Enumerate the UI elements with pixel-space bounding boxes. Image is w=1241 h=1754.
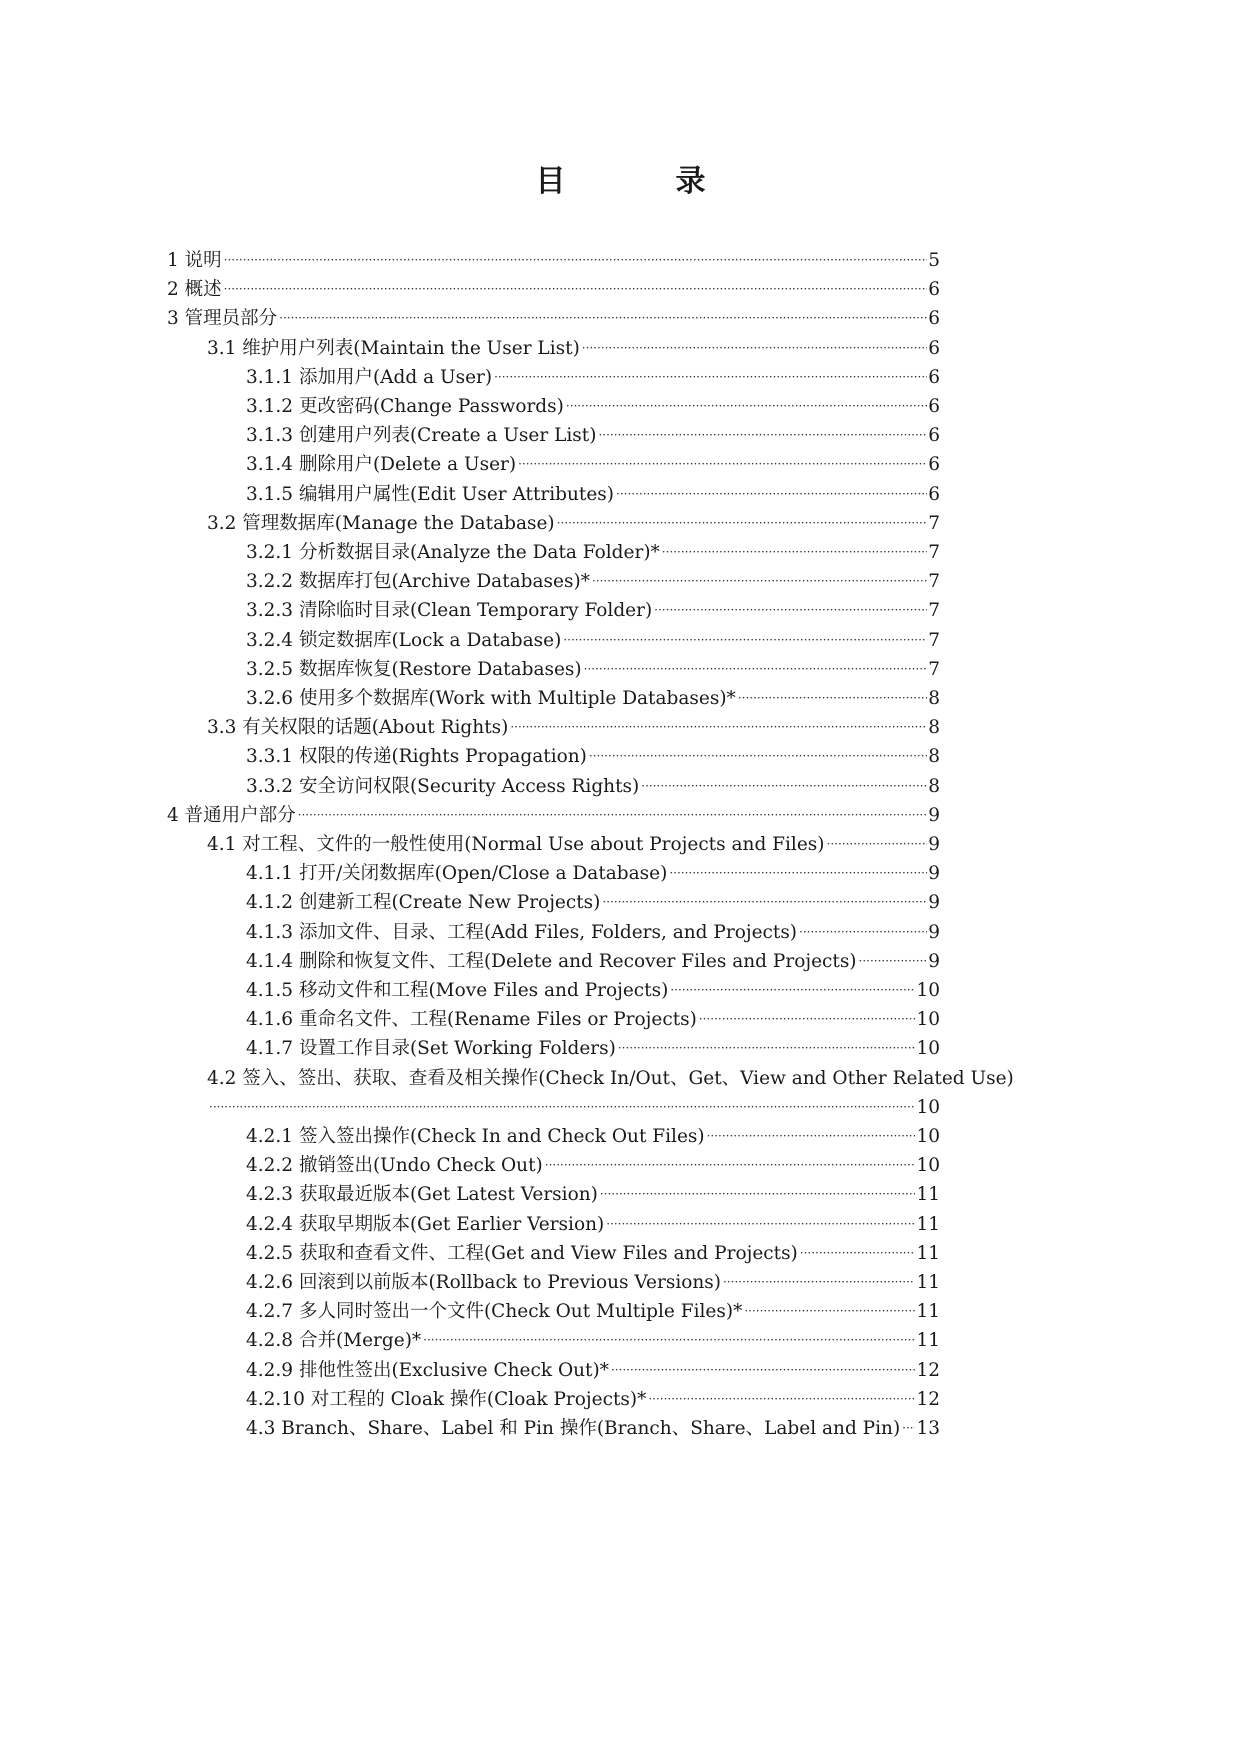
toc-entry[interactable] xyxy=(246,1297,940,1327)
dot-leader xyxy=(611,1355,916,1385)
toc-page-number: 6 xyxy=(928,425,940,447)
toc-page-number: 11 xyxy=(916,1242,940,1264)
toc-entry-label: 2 概述 xyxy=(167,279,222,301)
toc-page-number: 10 xyxy=(916,1096,940,1118)
toc-entry-label: 1 说明 xyxy=(167,250,222,271)
toc-page-number: 5 xyxy=(928,250,940,271)
toc-entry[interactable] xyxy=(246,450,940,480)
toc-entry-label: 4.1.6 重命名文件、工程(Rename Files or Projects) xyxy=(246,1009,697,1031)
toc-page-number: 7 xyxy=(928,571,940,593)
toc-entry-label: 3.2.6 使用多个数据库(Work with Multiple Databases)* xyxy=(246,688,736,709)
toc-entry-label: 3.1 维护用户列表(Maintain the User List) xyxy=(207,337,580,359)
toc-page-number: 11 xyxy=(916,1301,940,1323)
toc-entry-label: 4.2.8 合并(Merge)* xyxy=(246,1330,422,1352)
toc-entry[interactable] xyxy=(246,1034,940,1064)
dot-leader xyxy=(510,712,927,742)
toc-page-number: 7 xyxy=(928,600,940,622)
dot-leader xyxy=(592,566,927,596)
dot-leader xyxy=(563,625,927,655)
toc-page-number: 7 xyxy=(928,658,940,680)
toc-entry[interactable] xyxy=(246,684,940,714)
dot-leader xyxy=(518,449,927,479)
toc-entry[interactable] xyxy=(246,392,940,422)
toc-page-number: 11 xyxy=(916,1184,940,1206)
dot-leader xyxy=(545,1150,916,1180)
dot-leader xyxy=(699,1004,916,1034)
dot-leader xyxy=(799,917,927,947)
toc-page-number: 9 xyxy=(928,921,940,943)
dot-leader xyxy=(669,858,927,888)
dot-leader xyxy=(641,771,927,801)
toc-entry[interactable] xyxy=(246,888,940,918)
toc-entry-label: 4.1.5 移动文件和工程(Move Files and Projects) xyxy=(246,980,669,1001)
toc-entry[interactable] xyxy=(246,596,940,626)
toc-entry-label: 4.2.1 签入签出操作(Check In and Check Out Files) xyxy=(246,1126,705,1147)
toc-entry-label: 3.2.2 数据库打包(Archive Databases)* xyxy=(246,571,590,593)
toc-entry-label: 4.2.7 多人同时签出一个文件(Check Out Multiple Files)* xyxy=(246,1301,743,1323)
toc-page-number: 9 xyxy=(928,804,940,826)
toc-entry-label: 3 管理员部分 xyxy=(167,308,278,330)
toc-entry-label: 3.2.4 锁定数据库(Lock a Database) xyxy=(246,629,562,651)
toc-entry-label: 3.2.3 清除临时目录(Clean Temporary Folder) xyxy=(246,600,653,622)
toc-page-number: 11 xyxy=(916,1330,940,1352)
toc-entry[interactable] xyxy=(246,772,940,802)
toc-entry[interactable] xyxy=(246,421,940,451)
toc-page-number: 8 xyxy=(928,746,940,768)
dot-leader xyxy=(654,595,927,625)
toc-page-number: 11 xyxy=(916,1272,940,1293)
toc-entry-label: 4.1.3 添加文件、目录、工程(Add Files, Folders, and Projects) xyxy=(246,921,798,943)
toc-entry[interactable] xyxy=(246,918,940,948)
toc-page-number: 13 xyxy=(916,1418,940,1439)
toc-page-number: 6 xyxy=(928,396,940,417)
toc-page-number: 12 xyxy=(916,1359,940,1381)
toc-entry[interactable] xyxy=(167,275,940,305)
toc-page-number: 9 xyxy=(928,834,940,855)
dot-leader xyxy=(589,741,927,771)
toc-page-number: 10 xyxy=(916,1038,940,1060)
dot-leader xyxy=(827,829,928,859)
dot-leader xyxy=(738,683,927,713)
toc-page-number: 6 xyxy=(928,337,940,359)
toc-entry[interactable] xyxy=(246,1414,940,1444)
toc-entry-label: 4.1.7 设置工作目录(Set Working Folders) xyxy=(246,1038,616,1060)
dot-leader xyxy=(662,537,927,567)
toc-entry-label: 4.2.10 对工程的 Cloak 操作(Cloak Projects)* xyxy=(246,1388,647,1410)
toc-entry[interactable] xyxy=(246,742,940,772)
toc-entry-label: 4.1.4 删除和恢复文件、工程(Delete and Recover Files and Projects) xyxy=(246,950,857,972)
dot-leader xyxy=(723,1267,915,1297)
dot-leader xyxy=(557,508,928,538)
toc-entry-label: 3.1.4 删除用户(Delete a User) xyxy=(246,454,517,476)
dot-leader xyxy=(600,1179,916,1209)
toc-entry-label: 4.2.5 获取和查看文件、工程(Get and View Files and Projects) xyxy=(246,1242,798,1264)
toc-entry[interactable] xyxy=(246,538,940,568)
toc-entry[interactable] xyxy=(246,626,940,656)
dot-leader xyxy=(598,420,927,450)
page-title: 目 录 xyxy=(535,164,746,199)
toc-page-number: 6 xyxy=(928,483,940,505)
toc-page-number: 10 xyxy=(916,1009,940,1031)
toc-entry[interactable] xyxy=(167,801,940,831)
dot-leader xyxy=(566,391,927,421)
toc-entry-label: 3.2 管理数据库(Manage the Database) xyxy=(207,512,555,534)
dot-leader xyxy=(618,1033,916,1063)
toc-entry-label: 4.2.6 回滚到以前版本(Rollback to Previous Versions) xyxy=(246,1272,722,1293)
toc-page-number: 8 xyxy=(928,717,940,739)
toc-page-number: 9 xyxy=(928,892,940,914)
toc-entry[interactable] xyxy=(207,830,940,860)
toc-page-number: 9 xyxy=(928,950,940,972)
toc-page-number: 6 xyxy=(928,454,940,476)
toc-entry[interactable] xyxy=(246,1239,940,1269)
dot-leader xyxy=(606,1209,915,1239)
toc-entry-label: 3.1.1 添加用户(Add a User) xyxy=(246,366,493,388)
toc-entry-label: 4.2.2 撤销签出(Undo Check Out) xyxy=(246,1155,543,1177)
toc-entry-label: 3.3 有关权限的话题(About Rights) xyxy=(207,717,509,739)
toc-page-number: 8 xyxy=(928,775,940,797)
toc-entry-label: 3.1.5 编辑用户属性(Edit User Attributes) xyxy=(246,483,615,505)
toc-page-number: 6 xyxy=(928,279,940,301)
toc-entry[interactable] xyxy=(246,567,940,597)
toc-entry[interactable] xyxy=(246,1122,940,1152)
toc-entry[interactable] xyxy=(246,1151,940,1181)
dot-leader xyxy=(224,274,928,304)
toc-entry[interactable] xyxy=(246,655,940,685)
toc-page-number: 12 xyxy=(916,1388,940,1410)
toc-page-number: 11 xyxy=(916,1213,940,1235)
toc-entry[interactable] xyxy=(246,1268,940,1298)
toc-page-number: 9 xyxy=(928,863,940,885)
toc-page-number: 10 xyxy=(916,980,940,1001)
toc-entry[interactable] xyxy=(246,1180,940,1210)
toc-entry-label: 4.3 Branch、Share、Label 和 Pin 操作(Branch、Share、Label and Pin) xyxy=(246,1418,901,1439)
toc-entry-continuation[interactable] xyxy=(209,1093,940,1123)
toc-entry-label: 3.1.2 更改密码(Change Passwords) xyxy=(246,396,564,417)
toc-entry-label: 4.2.4 获取早期版本(Get Earlier Version) xyxy=(246,1213,605,1235)
dot-leader xyxy=(800,1238,916,1268)
toc-entry[interactable] xyxy=(246,1210,940,1240)
dot-leader xyxy=(648,1384,915,1414)
toc-entry-label: 4.1.2 创建新工程(Create New Projects) xyxy=(246,892,601,914)
toc-entry-label: 3.3.2 安全访问权限(Security Access Rights) xyxy=(246,775,640,797)
toc-entry[interactable] xyxy=(167,304,940,334)
toc-page-number: 10 xyxy=(916,1126,940,1147)
toc-entry-label: 4.2.3 获取最近版本(Get Latest Version) xyxy=(246,1184,598,1206)
dot-leader xyxy=(602,887,927,917)
toc-entry-label: 3.3.1 权限的传递(Rights Propagation) xyxy=(246,746,587,768)
toc-entry[interactable] xyxy=(207,334,940,364)
dot-leader xyxy=(298,800,928,830)
toc-entry-label: 4.2 签入、签出、获取、查看及相关操作(Check In/Out、Get、View and Other Related Use) xyxy=(207,1067,1014,1089)
dot-leader xyxy=(707,1121,916,1151)
toc-entry-label: 4.1 对工程、文件的一般性使用(Normal Use about Projects and Files) xyxy=(207,834,825,855)
dot-leader xyxy=(582,333,927,363)
toc-entry-label: 3.2.5 数据库恢复(Restore Databases) xyxy=(246,658,582,680)
toc-entry[interactable] xyxy=(246,1356,940,1386)
toc-page-number: 6 xyxy=(928,366,940,388)
toc-entry-label: 3.1.3 创建用户列表(Create a User List) xyxy=(246,425,597,447)
dot-leader xyxy=(494,362,927,392)
dot-leader xyxy=(616,479,927,509)
toc-entry[interactable] xyxy=(246,1326,940,1356)
toc-entry[interactable] xyxy=(246,976,940,1006)
dot-leader xyxy=(744,1296,915,1326)
toc-entry[interactable] xyxy=(246,480,940,510)
toc-entry[interactable] xyxy=(246,1005,940,1035)
toc-page-number: 10 xyxy=(916,1155,940,1177)
toc-page-number: 7 xyxy=(928,629,940,651)
toc-entry-label: 4.2.9 排他性签出(Exclusive Check Out)* xyxy=(246,1359,609,1381)
dot-leader xyxy=(584,654,928,684)
dot-leader xyxy=(224,245,928,275)
dot-leader xyxy=(902,1413,915,1443)
toc-page-number: 6 xyxy=(928,308,940,330)
dot-leader xyxy=(209,1092,915,1122)
toc-entry[interactable] xyxy=(246,947,940,977)
toc-entry[interactable] xyxy=(207,713,940,743)
toc-entry[interactable] xyxy=(246,363,940,393)
dot-leader xyxy=(423,1325,915,1355)
toc-entry-label: 4 普通用户部分 xyxy=(167,804,296,826)
toc-page-number: 7 xyxy=(928,542,940,563)
toc-entry[interactable] xyxy=(207,509,940,539)
dot-leader xyxy=(670,975,915,1005)
dot-leader xyxy=(859,946,928,976)
toc-page-number: 7 xyxy=(928,512,940,534)
dot-leader xyxy=(279,303,927,333)
toc-entry[interactable] xyxy=(246,859,940,889)
toc-entry-label: 3.2.1 分析数据目录(Analyze the Data Folder)* xyxy=(246,542,660,563)
toc-entry-label: 4.1.1 打开/关闭数据库(Open/Close a Database) xyxy=(246,863,668,885)
toc-entry[interactable] xyxy=(167,246,940,276)
toc-page-number: 8 xyxy=(928,688,940,709)
toc-entry[interactable] xyxy=(246,1385,940,1415)
